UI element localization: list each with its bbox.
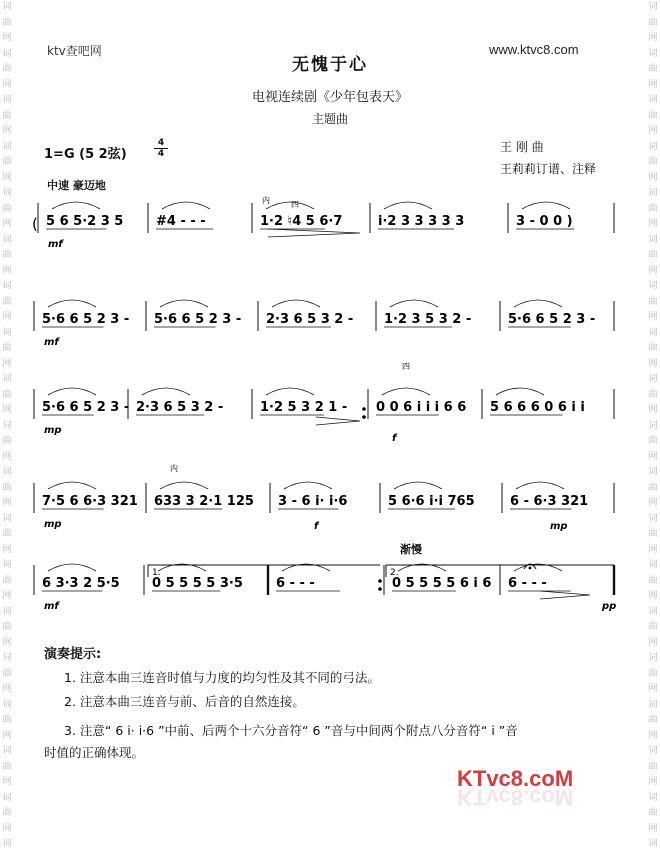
watermark-char: 曲: [2, 203, 12, 214]
tempo-marking: 中速 豪迈地: [47, 179, 106, 192]
watermark-char: 网: [648, 219, 658, 229]
watermark-char: 词: [2, 281, 12, 291]
watermark-char: 网: [2, 33, 12, 43]
composer-credit: 王 刚 曲: [500, 140, 544, 154]
arranger-credit: 王莉莉订谱、注释: [500, 162, 597, 176]
fermata-dot: [529, 567, 532, 570]
watermark-char: 曲: [2, 64, 12, 74]
watermark-char: 曲: [648, 715, 658, 725]
watermark-char: 词: [2, 746, 12, 756]
watermark-char: 词: [2, 141, 12, 152]
measure-notes: 6 - - -: [276, 576, 315, 591]
measure-notes: 2·3 6 5 3 2 -: [266, 312, 354, 327]
site-url[interactable]: www.ktvc8.com: [489, 42, 579, 57]
watermark-char: 网: [648, 172, 658, 183]
watermark-char: 曲: [648, 343, 658, 353]
watermark-char: 词: [2, 560, 12, 570]
watermark-char: 词: [2, 95, 12, 105]
dynamic-pp: pp: [602, 601, 617, 612]
measure-notes: 3 - 6 i· i·6: [278, 494, 348, 509]
measure-notes: 1·2 3 5 3 2 -: [384, 312, 472, 327]
slur-arc: [52, 202, 100, 209]
watermark-char: 网: [648, 358, 658, 369]
measure-notes: 1·2 5 3 2 1 -: [260, 400, 348, 415]
measure-notes: 5 6 6 6 0 6 i i: [490, 400, 585, 415]
slur-arc: [162, 202, 210, 209]
watermark-char: 曲: [648, 808, 658, 818]
watermark-char: 词: [2, 234, 12, 245]
watermark-char: 网: [648, 684, 658, 694]
tips-heading: 演奏提示:: [44, 647, 102, 662]
slur-arc: [48, 482, 96, 489]
watermark-char: 词: [2, 467, 12, 477]
watermark-char: 网: [2, 358, 12, 369]
decrescendo-hairpin: [540, 591, 590, 599]
watermark-char: 词: [648, 606, 658, 617]
watermark-char: 曲: [2, 482, 12, 493]
measure-notes: 0 5 5 5 5 6 i 6: [392, 576, 492, 591]
repeat-dot: [378, 579, 382, 583]
slur-arc: [160, 482, 208, 489]
dynamic-marking: mp: [44, 519, 62, 530]
watermark-char: 曲: [2, 761, 12, 772]
slur-arc: [48, 564, 96, 571]
watermark-char: 曲: [2, 389, 12, 400]
volta-label-2: 2.: [390, 568, 399, 578]
technique-mark-inner: 内: [262, 196, 270, 205]
watermark-char: 词: [648, 560, 658, 570]
song-theme: 主题曲: [311, 112, 348, 126]
watermark-char: 网: [2, 265, 12, 276]
dynamic-marking: mf: [44, 601, 59, 612]
watermark-char: 词: [648, 95, 658, 105]
slur-arc: [514, 300, 562, 307]
watermark-char: 词: [648, 234, 658, 245]
watermark-char: 网: [2, 172, 12, 183]
watermark-char: 网: [648, 730, 658, 741]
logo-reflection: KTvc8.coM: [457, 785, 574, 810]
meter-bottom: 4: [157, 149, 165, 159]
key-signature: 1=G (5 2弦): [44, 147, 127, 162]
watermark-char: 网: [2, 591, 12, 601]
watermark-char: 曲: [2, 715, 12, 725]
site-name: ktv查吧网: [47, 44, 102, 58]
watermark-char: 网: [2, 544, 12, 555]
measure-notes: 6 3·3 2 5·5: [42, 576, 120, 591]
slur-arc: [272, 300, 320, 307]
watermark-char: 网: [2, 79, 12, 90]
watermark-char: 词: [648, 467, 658, 477]
watermark-char: 曲: [2, 157, 12, 167]
repeat-dot: [362, 407, 366, 411]
watermark-char: 词: [648, 653, 658, 663]
watermark-char: 曲: [2, 343, 12, 353]
watermark-char: 曲: [2, 436, 12, 446]
meter-top: 4: [157, 138, 165, 148]
watermark-char: 词: [648, 513, 658, 524]
watermark-char: 词: [648, 699, 658, 710]
watermark-char: 网: [648, 637, 658, 648]
watermark-char: 网: [648, 544, 658, 555]
watermark-char: 曲: [2, 668, 12, 679]
watermark-char: 词: [2, 188, 12, 198]
technique-mark-four: 四: [291, 200, 299, 209]
watermark-char: 曲: [648, 203, 658, 214]
watermark-char: 网: [2, 312, 12, 322]
measure-notes: 0 0 6 i i i 6 6: [376, 400, 467, 415]
watermark-char: 曲: [648, 296, 658, 307]
watermark-char: 网: [2, 684, 12, 694]
time-signature: [154, 138, 168, 159]
tempo-change: 渐慢: [400, 543, 422, 556]
tip-item-2: 2. 注意本曲三连音与前、后音的自然连接。: [64, 694, 305, 709]
watermark-char: 曲: [2, 250, 12, 260]
watermark-char: 曲: [2, 808, 12, 818]
slur-arc: [160, 300, 208, 307]
watermark-char: 词: [2, 792, 12, 803]
dynamic-marking: mp: [44, 425, 62, 436]
watermark-char: 曲: [2, 529, 12, 539]
watermark-char: 曲: [648, 482, 658, 493]
crescendo-hairpin: [268, 229, 360, 237]
watermark-char: 词: [648, 48, 658, 59]
measure-notes: 5·6 6 5 2 3 -: [154, 312, 242, 327]
opening-paren: (: [32, 215, 38, 233]
dynamic-f: f: [392, 433, 397, 444]
watermark-char: 曲: [648, 761, 658, 772]
watermark-char: 词: [648, 188, 658, 198]
watermark-char: 曲: [2, 622, 12, 632]
slur-arc: [266, 202, 314, 209]
slur-arc: [48, 388, 96, 395]
slur-arc: [522, 202, 570, 209]
tip-item-3: 3. 注意“ 6 i· i·6 ”中前、后两个十六分音符“ 6 ”音与中间两个附点八分音符“ i ”音: [64, 723, 518, 738]
dynamic-mp: mp: [550, 521, 568, 532]
left-watermark-strip: [0, 0, 14, 852]
song-subtitle: 电视连续剧《少年包表天》: [251, 90, 408, 105]
watermark-char: 网: [2, 219, 12, 229]
dynamic-marking: mf: [44, 337, 59, 348]
jianpu-score: [30, 185, 630, 625]
tip-item-3-continued: 时值的正确体现。: [44, 745, 145, 760]
watermark-char: 曲: [648, 622, 658, 632]
watermark-char: 词: [648, 327, 658, 338]
measure-notes: 7·5 6 6·3 321: [42, 494, 138, 509]
watermark-char: 网: [648, 451, 658, 462]
slur-arc: [496, 388, 544, 395]
slur-arc: [384, 202, 432, 209]
slur-arc: [382, 388, 430, 395]
watermark-char: 词: [2, 606, 12, 617]
watermark-char: 网: [2, 498, 12, 508]
watermark-char: 曲: [648, 436, 658, 446]
watermark-char: 曲: [2, 296, 12, 307]
slur-arc: [142, 388, 190, 395]
dynamic-marking: mf: [48, 239, 63, 250]
watermark-char: 网: [648, 33, 658, 43]
watermark-char: 词: [2, 513, 12, 524]
watermark-char: 网: [648, 405, 658, 415]
measure-notes: 6 - - -: [508, 576, 547, 591]
watermark-char: 网: [648, 498, 658, 508]
slur-arc: [266, 388, 314, 395]
watermark-char: 网: [648, 79, 658, 90]
watermark-char: 曲: [648, 64, 658, 74]
technique-mark-inner: 内: [170, 464, 178, 473]
slur-arc: [284, 482, 332, 489]
watermark-char: 网: [2, 730, 12, 741]
watermark-char: 曲: [2, 575, 12, 586]
measure-notes: 5 6 5·2 3 5: [46, 214, 124, 229]
watermark-char: 词: [2, 653, 12, 663]
watermark-char: 曲: [2, 17, 12, 28]
watermark-char: 网: [2, 777, 12, 787]
slur-arc: [390, 300, 438, 307]
watermark-char: 曲: [648, 17, 658, 28]
watermark-char: 曲: [648, 529, 658, 539]
measure-notes: 0 5 5 5 5 3·5: [152, 576, 243, 591]
watermark-char: 词: [2, 374, 12, 384]
measure-notes: 2·3 6 5 3 2 -: [136, 400, 224, 415]
watermark-char: 词: [2, 420, 12, 431]
measure-notes: 5 6·6 i·i 765: [388, 494, 475, 509]
watermark-char: 网: [2, 823, 12, 834]
measure-notes: 5·6 6 5 2 3 -: [42, 400, 130, 415]
watermark-char: 词: [2, 327, 12, 338]
watermark-char: 曲: [648, 389, 658, 400]
measure-notes: 6 - 6·3 321: [510, 494, 589, 509]
measure-notes: 1·2 ♮4 5 6·7: [260, 214, 343, 229]
tip-item-1: 1. 注意本曲三连音时值与力度的均匀性及其不同的弓法。: [64, 670, 380, 685]
watermark-char: 曲: [648, 250, 658, 260]
dynamic-f: f: [314, 521, 319, 532]
technique-mark-four: 四: [402, 362, 410, 371]
right-watermark-strip: [646, 0, 660, 852]
watermark-char: 网: [2, 451, 12, 462]
watermark-char: 词: [648, 281, 658, 291]
watermark-char: 词: [648, 2, 658, 12]
watermark-char: 词: [648, 746, 658, 756]
watermark-char: 网: [648, 823, 658, 834]
watermark-char: 词: [648, 374, 658, 384]
watermark-char: 网: [648, 312, 658, 322]
watermark-char: 曲: [2, 110, 12, 121]
measure-notes: 5·6 6 5 2 3 -: [42, 312, 130, 327]
watermark-char: 词: [2, 48, 12, 59]
decrescendo-hairpin: [316, 417, 360, 425]
watermark-char: 词: [648, 792, 658, 803]
measure-notes: 5·6 6 5 2 3 -: [508, 312, 596, 327]
watermark-char: 网: [648, 591, 658, 601]
watermark-char: 曲: [648, 575, 658, 586]
repeat-dot: [362, 415, 366, 419]
watermark-char: 网: [648, 777, 658, 787]
watermark-char: 词: [648, 839, 658, 849]
ktvc8-logo: [455, 760, 615, 820]
watermark-char: 词: [648, 420, 658, 431]
watermark-char: 网: [648, 265, 658, 276]
measure-notes: 3 - 0 0 ): [516, 214, 573, 229]
measure-notes: #4 - - -: [156, 214, 206, 229]
watermark-char: 网: [2, 126, 12, 136]
slur-arc: [394, 482, 442, 489]
measure-notes: 633 3 2·1 125: [154, 494, 254, 509]
volta-label-1: 1.: [152, 568, 161, 578]
song-title: 无愧于心: [292, 55, 368, 75]
watermark-char: 网: [648, 126, 658, 136]
measure-notes: i·2 3 3 3 3 3: [378, 214, 465, 229]
watermark-char: 词: [648, 141, 658, 152]
repeat-dot: [378, 587, 382, 591]
watermark-char: 网: [2, 405, 12, 415]
watermark-char: 曲: [648, 157, 658, 167]
slur-arc: [516, 482, 564, 489]
watermark-char: 词: [2, 2, 12, 12]
slur-arc: [48, 300, 96, 307]
watermark-char: 网: [2, 637, 12, 648]
watermark-char: 词: [2, 839, 12, 849]
watermark-char: 词: [2, 699, 12, 710]
watermark-char: 曲: [648, 110, 658, 121]
watermark-char: 曲: [648, 668, 658, 679]
logo-text: KTvc8.coM: [457, 766, 574, 791]
